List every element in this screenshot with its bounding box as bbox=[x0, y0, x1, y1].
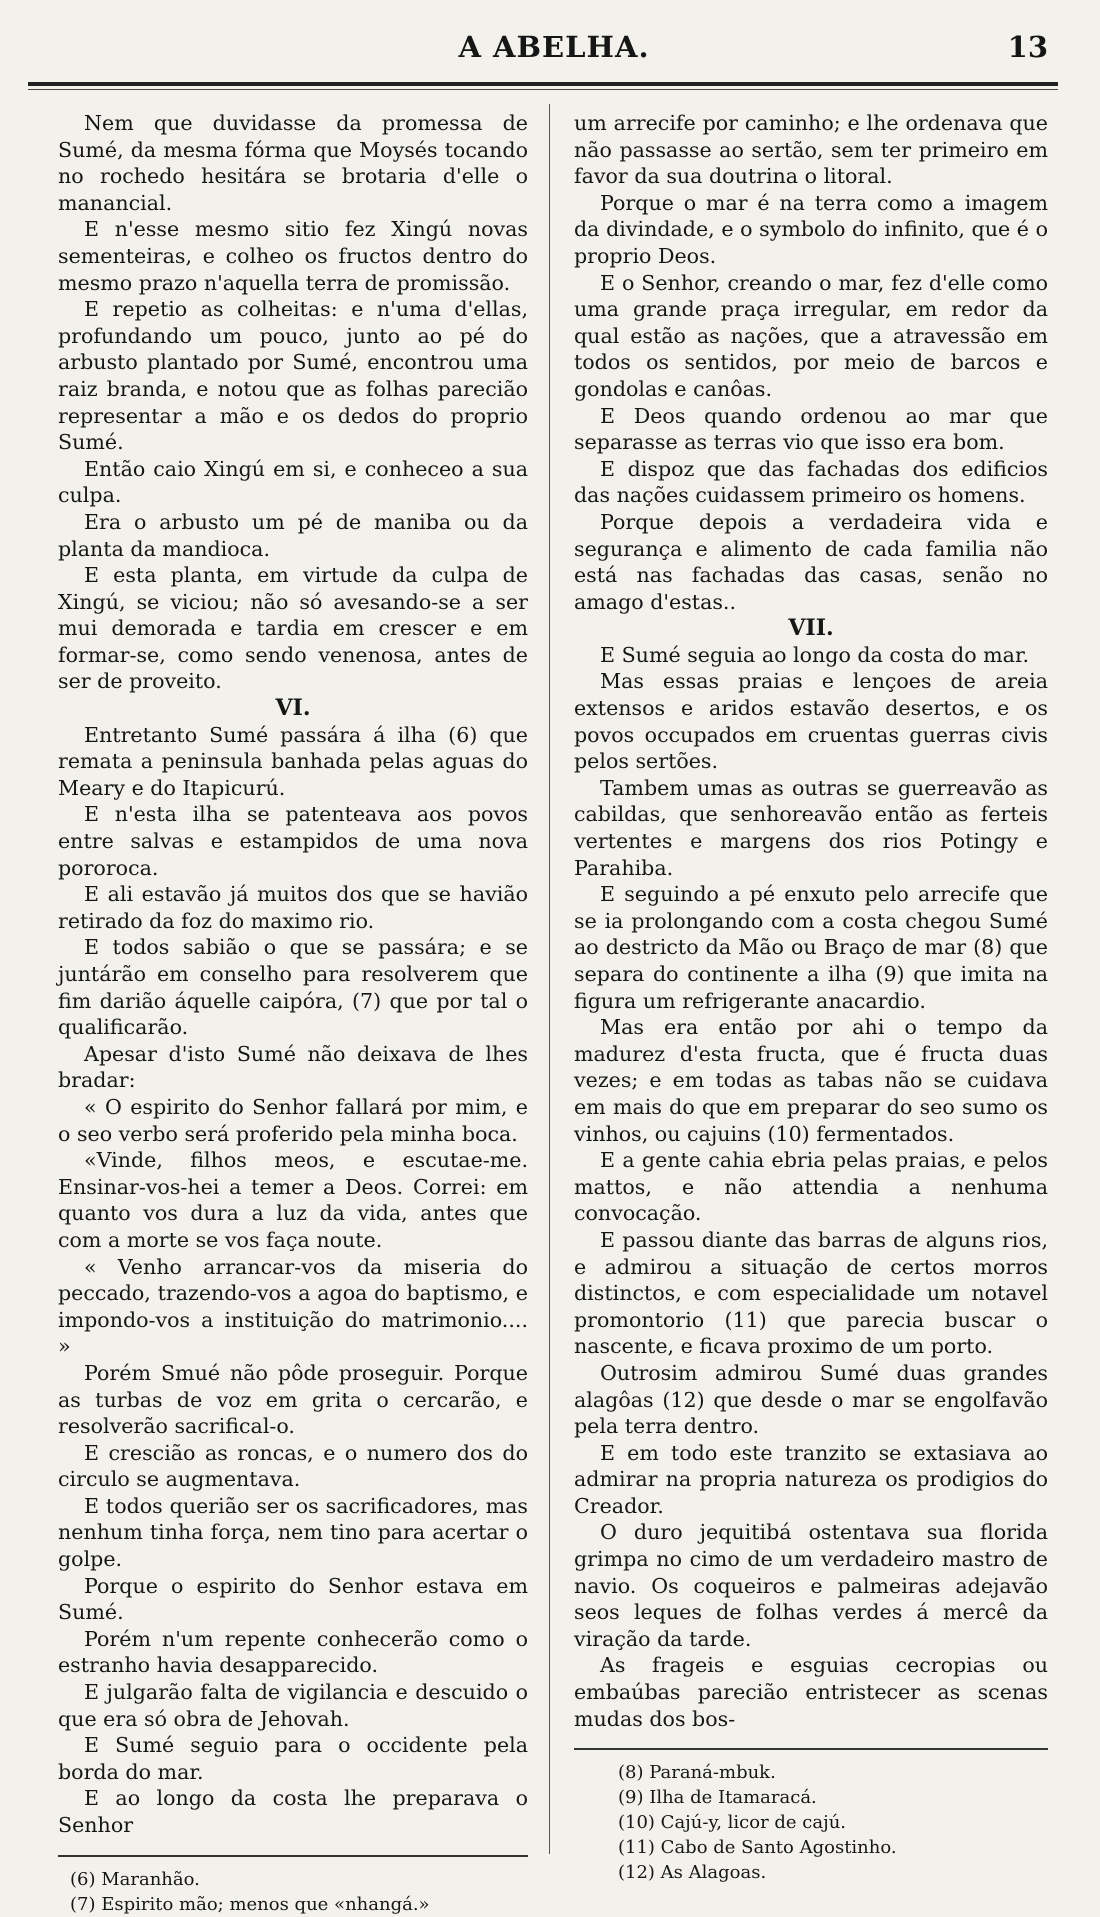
footnote: (12) As Alagoas. bbox=[618, 1862, 767, 1884]
paragraph: Porque depois a verdadeira vida e segurança e alimento de cada familia não está nas fachadas das casas, senão no amago d'estas.. bbox=[574, 509, 1048, 614]
paragraph: Apesar d'isto Sumé não deixava de lhes bradar: bbox=[58, 1041, 528, 1093]
paragraph: E em todo este tranzito se extasiava ao admirar na propria natureza os prodigios do Creador. bbox=[574, 1440, 1048, 1518]
paragraph: E o Senhor, creando o mar, fez d'elle como uma grande praça irregular, em redor da qual estão as nações, que a atravessão em todos os sentidos, por meio de barcos e gondolas e canôas. bbox=[574, 270, 1048, 401]
paragraph: um arrecife por caminho; e lhe ordenava que não passasse ao sertão, sem ter primeiro em favor da sua doutrina o litoral. bbox=[574, 111, 1048, 189]
header-rule-thick bbox=[28, 82, 1058, 86]
paragraph: E todos sabião o que se passára; e se juntárão em conselho para resolverem que fim darião áquelle caipóra, (7) que por tal o qualificarão. bbox=[58, 935, 528, 1040]
column-divider bbox=[549, 104, 550, 1854]
paragraph: E seguindo a pé enxuto pelo arrecife que se ia prolongando com a costa chegou Sumé ao destricto da Mão ou Braço de mar (8) que separa do continente a ilha (9) que imita na figura um refrigerante anacardio. bbox=[574, 882, 1048, 1013]
footnote-rule bbox=[574, 1748, 1048, 1750]
section-heading-vi: VI. bbox=[275, 695, 311, 722]
page-header bbox=[60, 30, 1048, 76]
paragraph: Outrosim admirou Sumé duas grandes alagôas (12) que desde o mar se engolfavão pela terra dentro. bbox=[574, 1360, 1048, 1439]
paragraph: Porque o mar é na terra como a imagem da divindade, e o symbolo do infinito, que é o proprio Deos. bbox=[574, 190, 1048, 268]
footnote: (8) Paraná-mbuk. bbox=[618, 1762, 776, 1784]
paragraph: E Sumé seguia ao longo da costa do mar. bbox=[600, 642, 1030, 667]
paragraph: « O espirito do Senhor fallará por mim, e o seo verbo será proferido pela minha boca. bbox=[58, 1094, 528, 1146]
paragraph: Então caio Xingú em si, e conheceo a sua culpa. bbox=[58, 456, 528, 508]
paragraph: E passou diante das barras de alguns rios, e admirou a situação de certos morros distinctos, e com especialidade um notavel promontorio (11) que parecia buscar o nascente, e ficava proximo de um porto. bbox=[574, 1227, 1048, 1359]
paragraph: E dispoz que das fachadas dos edificios das nações cuidassem primeiro os homens. bbox=[574, 456, 1048, 508]
paragraph: «Vinde, filhos meos, e escutae-me. Ensinar-vos-hei a temer a Deos. Correi: em quanto vos dura a luz da vida, antes que com a morte se vos faça noute. bbox=[58, 1148, 528, 1252]
page-number: 13 bbox=[1007, 30, 1048, 64]
paragraph: E crescião as roncas, e o numero dos do circulo se augmentava. bbox=[58, 1440, 528, 1492]
paragraph: E ali estavão já muitos dos que se havião retirado da foz do maximo rio. bbox=[58, 882, 528, 933]
footnote: (10) Cajú-y, licor de cajú. bbox=[618, 1812, 847, 1834]
paragraph: E n'esta ilha se patenteava aos povos entre salvas e estampidos de uma nova pororoca. bbox=[58, 802, 528, 880]
footnote: (11) Cabo de Santo Agostinho. bbox=[618, 1837, 897, 1859]
section-heading-vii: VII. bbox=[788, 615, 834, 642]
paragraph: O duro jequitibá ostentava sua florida grimpa no cimo de um verdadeiro mastro de navio. Os coqueiros e palmeiras adejavão seos leques de folhas verdes á mercê da viração da tarde. bbox=[574, 1520, 1048, 1651]
header-rule-thin bbox=[28, 89, 1058, 90]
footnote: (7) Espirito mão; menos que «nhangá.» bbox=[70, 1893, 430, 1915]
paragraph: Tambem umas as outras se guerreavão as cabildas, que senhoreavão então as ferteis vertentes e margens dos rios Potingy e Parahiba. bbox=[574, 775, 1048, 880]
paragraph: Porém Smué não pôde proseguir. Porque as turbas de voz em grita o cercarão, e resolverão sacrifical-o. bbox=[58, 1360, 528, 1439]
paragraph: E ao longo da costa lhe preparava o Senhor bbox=[58, 1786, 528, 1837]
page-title: A ABELHA. bbox=[458, 30, 650, 64]
paragraph: Era o arbusto um pé de maniba ou da planta da mandioca. bbox=[58, 509, 528, 561]
right-column bbox=[574, 110, 1048, 1885]
footnote-rule bbox=[58, 1855, 528, 1857]
paragraph: E n'esse mesmo sitio fez Xingú novas sementeiras, e colheo os fructos dentro do mesmo prazo n'aquella terra de promissão. bbox=[58, 217, 528, 295]
footnote: (6) Maranhão. bbox=[70, 1868, 200, 1890]
paragraph: E a gente cahia ebria pelas praias, e pelos mattos, e não attendia a nenhuma convocação. bbox=[574, 1148, 1048, 1226]
paragraph: As frageis e esguias cecropias ou embaúbas parecião entristecer as scenas mudas dos bos- bbox=[574, 1653, 1048, 1731]
paragraph: Entretanto Sumé passára á ilha (6) que remata a peninsula banhada pelas aguas do Meary e do Itapicurú. bbox=[58, 722, 528, 800]
footnote: (9) Ilha de Itamaracá. bbox=[618, 1787, 817, 1809]
paragraph: Porém n'um repente conhecerão como o estranho havia desapparecido. bbox=[58, 1626, 528, 1678]
paragraph: E esta planta, em virtude da culpa de Xingú, se viciou; não só avesando-se a ser mui demorada e tardia em crescer e em formar-se, como sendo venenosa, antes de ser de proveito. bbox=[58, 563, 528, 694]
paragraph: Porque o espirito do Senhor estava em Sumé. bbox=[58, 1573, 528, 1625]
paragraph: « Venho arrancar-vos da miseria do peccado, trazendo-vos a agoa do baptismo, e impondo-vos a instituição do matrimonio.... » bbox=[58, 1254, 528, 1359]
paragraph: E todos querião ser os sacrificadores, mas nenhum tinha força, nem tino para acertar o golpe. bbox=[58, 1493, 528, 1572]
paragraph: Mas era então por ahi o tempo da madurez d'esta fructa, que é fructa duas vezes; e em todas as tabas não se cuidava em mais do que em preparar do seo sumo os vinhos, ou cajuins (10) fermentados. bbox=[574, 1015, 1048, 1146]
paragraph: Nem que duvidasse da promessa de Sumé, da mesma fórma que Moysés tocando no rochedo hesitára se brotaria d'elle o manancial. bbox=[58, 111, 528, 215]
paragraph: E julgarão falta de vigilancia e descuido o que era só obra de Jehovah. bbox=[58, 1680, 528, 1731]
left-column bbox=[58, 110, 528, 1917]
paragraph: E repetio as colheitas: e n'uma d'ellas, profundando um pouco, junto ao pé do arbusto plantado por Sumé, encontrou uma raiz branda, e notou que as folhas parecião representar a mão e os dedos do proprio Sumé. bbox=[58, 297, 528, 455]
paragraph: E Deos quando ordenou ao mar que separasse as terras vio que isso era bom. bbox=[574, 403, 1048, 455]
paragraph: Mas essas praias e lençoes de areia extensos e aridos estavão desertos, e os povos occupados em cruentas guerras civis pelos sertões. bbox=[574, 669, 1048, 774]
paragraph: E Sumé seguio para o occidente pela borda do mar. bbox=[58, 1733, 528, 1784]
